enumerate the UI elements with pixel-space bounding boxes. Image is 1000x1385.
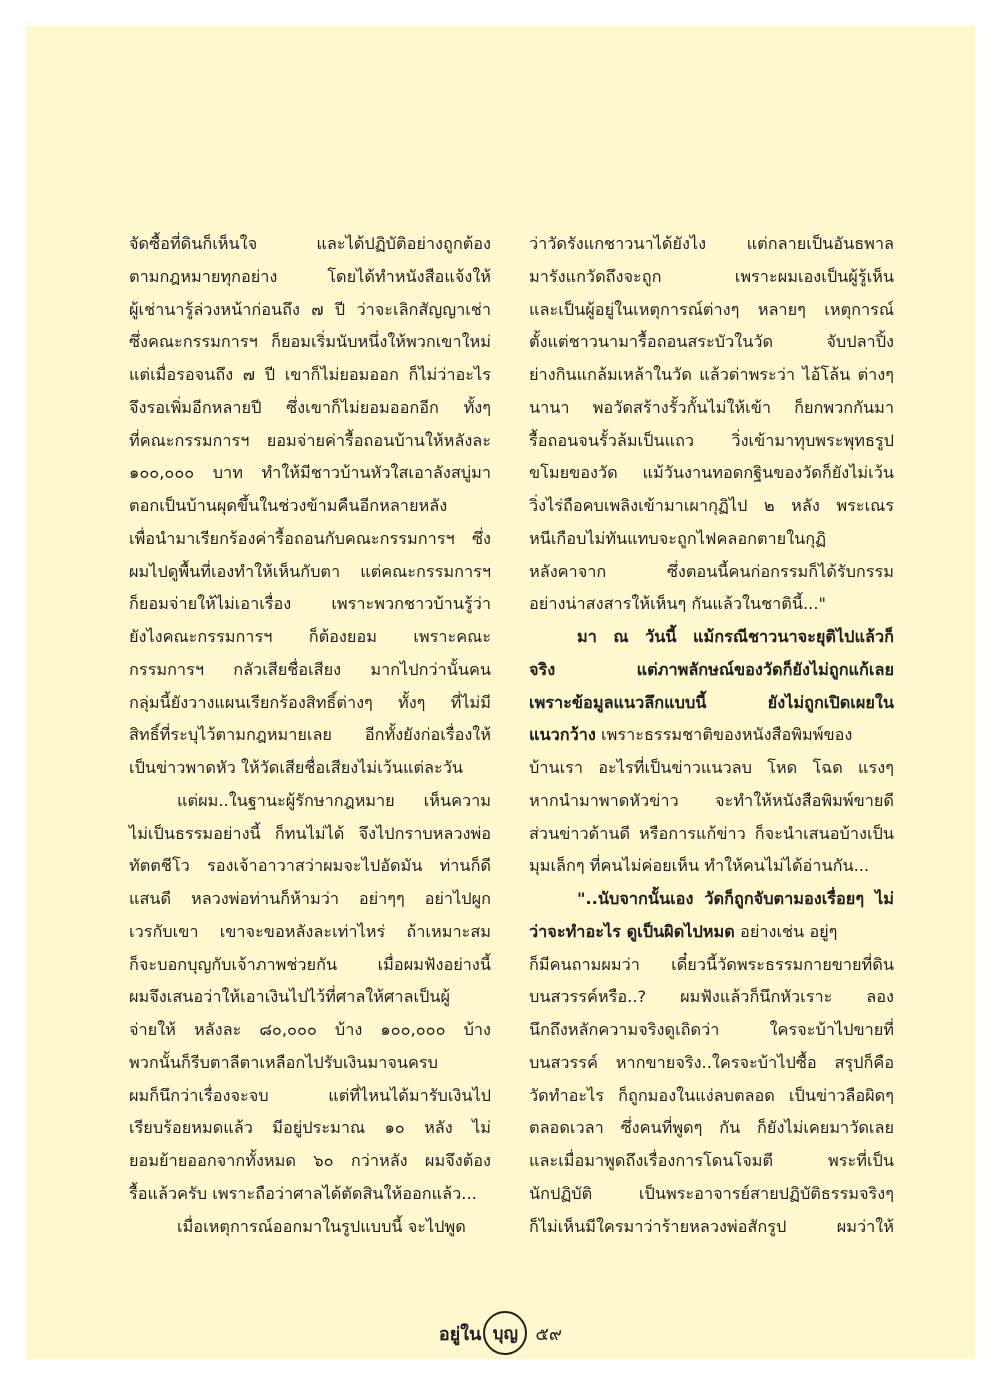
text-line: ตลอดเวลา ซึ่งคนที่พูดๆ กัน ก็ยังไม่เคยมาวัดเลย xyxy=(529,1118,894,1138)
paragraph-start-line: แต่ผม..ในฐานะผู้รักษากฎหมาย เห็นความ xyxy=(177,790,491,810)
mixed-text-line xyxy=(529,916,894,949)
bold-text-line: เพราะข้อมูลแนวลึกแบบนี้ ยังไม่ถูกเปิดเผยใน xyxy=(529,692,894,712)
bold-phrase: แนวกว้าง xyxy=(529,725,596,745)
regular-phrase: เพราะธรรมชาติของหนังสือพิมพ์ของ xyxy=(595,725,853,745)
text-line: วิ่งไร่ถือคบเพลิงเข้ามาเผากุฏิไป ๒ หลัง พระเณร xyxy=(529,496,894,515)
logo-text: อยู่ใน xyxy=(438,1323,482,1345)
bold-paragraph-start-line: มา ณ วันนี้ แม้กรณีชาวนาจะยุติไปแล้วก็ xyxy=(577,627,894,646)
text-line: กรรมการฯ กลัวเสียชื่อเสียง มากไปกว่านั้นคน xyxy=(129,659,491,679)
regular-phrase: อย่างเช่น อยู่ๆ xyxy=(734,921,838,941)
text-line: ๑๐๐,๐๐๐ บาท ทำให้มีชาวบ้านหัวใสเอาลังสบู่มา xyxy=(129,463,491,483)
text-line: ตามกฎหมายทุกอย่าง โดยได้ทำหนังสือแจ้งให้ xyxy=(129,266,491,286)
magazine-logo xyxy=(439,1311,527,1355)
bold-phrase: ว่าจะทำอะไร ดูเป็นผิดไปหมด xyxy=(529,921,735,941)
text-line: ก็จะบอกบุญกับเจ้าภาพช่วยกัน เมื่อผมฟังอย่างนี้ xyxy=(129,954,491,974)
text-line: อย่างน่าสงสารให้เห็นๆ กันแล้วในชาตินี้..." xyxy=(529,594,827,614)
text-line: เพื่อนำมาเรียกร้องค่ารื้อถอนกับคณะกรรมการฯ ซึ่ง xyxy=(129,528,491,548)
page-footer xyxy=(26,1311,975,1355)
text-line: ย่างกินแกล้มเหล้าในวัด แล้วด่าพระว่า ไอ้โล้น ต่างๆ xyxy=(529,365,894,384)
text-line: ผู้เช่านารู้ล่วงหน้าก่อนถึง ๗ ปี ว่าจะเลิกสัญญาเช่า xyxy=(129,299,491,319)
text-line: แสนดี หลวงพ่อท่านก็ห้ามว่า อย่าๆๆ อย่าไปผูก xyxy=(129,889,491,908)
text-line: ที่คณะกรรมการฯ ยอมจ่ายค่ารื้อถอนบ้านให้หลังละ xyxy=(129,430,491,450)
text-line: ก็ยอมจ่ายให้ไม่เอาเรื่อง เพราะพวกชาวบ้านรู้ว่า xyxy=(129,594,491,614)
text-line: หลังคาจาก ซึ่งตอนนี้คนก่อกรรมก็ได้รับกรรม xyxy=(529,561,894,581)
text-line: หากนำมาพาดหัวข่าว จะทำให้หนังสือพิมพ์ขายดี xyxy=(529,790,894,810)
text-line: รื้อแล้วครับ เพราะถือว่าศาลได้ตัดสินให้ออกแล้ว... xyxy=(129,1183,477,1203)
text-line: ซึ่งคณะกรรมการฯ ก็ยอมเริ่มนับหนึ่งให้พวกเขาใหม่ xyxy=(129,332,491,352)
text-line: ผมจึงเสนอว่าให้เอาเงินไปไว้ที่ศาลให้ศาลเป็นผู้ xyxy=(129,987,451,1007)
text-line: และเป็นผู้อยู่ในเหตุการณ์ต่างๆ หลายๆ เหตุการณ์ xyxy=(529,299,894,319)
text-line: จ่ายให้ หลังละ ๘๐,๐๐๐ บ้าง ๑๐๐,๐๐๐ บ้าง xyxy=(129,1020,491,1039)
text-line: แต่เมื่อรอจนถึง ๗ ปี เขาก็ไม่ยอมออก ก็ไม่ว่าอะไร xyxy=(129,365,491,384)
text-line: รื้อถอนจนรั้วล้มเป็นแถว วิ่งเข้ามาทุบพระพุทธรูป xyxy=(529,430,894,450)
text-line: สิทธิ์ที่ระบุไว้ตามกฎหมายเลย อีกทั้งยังก่อเรื่องให้ xyxy=(129,725,491,745)
bold-text-line: จริง แต่ภาพลักษณ์ของวัดก็ยังไม่ถูกแก้เลย xyxy=(529,659,894,679)
logo-circle: บุญ xyxy=(483,1311,527,1355)
text-line: นานา พอวัดสร้างรั้วกั้นไม่ให้เข้า ก็ยกพวกกันมา xyxy=(529,397,894,417)
bold-paragraph-start-line: "..นับจากนั้นเอง วัดก็ถูกจับตามองเรื่อยๆ ไม่ xyxy=(577,889,894,908)
text-line: ว่าวัดรังแกชาวนาได้ยังไง แต่กลายเป็นอันธพาล xyxy=(529,234,894,253)
text-line: วัดทำอะไร ก็ถูกมองในแง่ลบตลอด เป็นข่าวลือผิดๆ xyxy=(529,1085,894,1105)
page-sheet xyxy=(26,26,975,1359)
text-line: ผมก็นึกว่าเรื่องจะจบ แต่ที่ไหนได้มารับเงินไป xyxy=(129,1085,491,1105)
text-line: ทัตตชีโว รองเจ้าอาวาสว่าผมจะไปอัดมัน ท่านก็ดี xyxy=(129,856,491,876)
text-line: ยอมย้ายออกจากทั้งหมด ๖๐ กว่าหลัง ผมจึงต้อง xyxy=(129,1151,491,1170)
text-line: นึกถึงหลักความจริงดูเถิดว่า ใครจะบ้าไปขายที่ xyxy=(529,1020,894,1039)
text-line: มารังแกวัดถึงจะถูก เพราะผมเองเป็นผู้รู้เห็น xyxy=(529,266,894,286)
paragraph-start-line: เมื่อเหตุการณ์ออกมาในรูปแบบนี้ จะไปพูด xyxy=(177,1216,466,1236)
text-line: มุมเล็กๆ ที่คนไม่ค่อยเห็น ทำให้คนไม่ได้อ่านกัน... xyxy=(529,856,870,876)
text-line: เป็นข่าวพาดหัว ให้วัดเสียชื่อเสียงไม่เว้นแต่ละวัน xyxy=(129,758,464,777)
text-line: เรียบร้อยหมดแล้ว มีอยู่ประมาณ ๑๐ หลัง ไม่ xyxy=(129,1118,491,1138)
text-line: ส่วนข่าวด้านดี หรือการแก้ข่าว ก็จะนำเสนอบ้างเป็น xyxy=(529,823,894,843)
text-line: ขโมยของวัด แม้วันงานทอดกฐินของวัดก็ยังไม่เว้น xyxy=(529,463,894,483)
text-line: หนีเกือบไม่ทันแทบจะถูกไฟคลอกตายในกุฏิ xyxy=(529,528,827,548)
text-line: กลุ่มนี้ยังวางแผนเรียกร้องสิทธิ์ต่างๆ ทั้งๆ ที่ไม่มี xyxy=(129,692,491,712)
text-line: จึงรอเพิ่มอีกหลายปี ซึ่งเขาก็ไม่ยอมออกอีก ทั้งๆ xyxy=(129,397,491,417)
text-line: บนสวรรค์ หากขายจริง..ใครจะบ้าไปซื้อ สรุปก็คือ xyxy=(529,1052,894,1072)
text-line: ยังไงคณะกรรมการฯ ก็ต้องยอม เพราะคณะ xyxy=(129,627,491,646)
text-line: ผมไปดูพื้นที่เองทำให้เห็นกับตา แต่คณะกรรมการฯ xyxy=(129,561,491,581)
text-line: ไม่เป็นธรรมอย่างนี้ ก็ทนไม่ได้ จึงไปกราบหลวงพ่อ xyxy=(129,823,491,843)
text-line: บ้านเรา อะไรที่เป็นข่าวแนวลบ โหด โฉด แรงๆ xyxy=(529,758,894,777)
mixed-text-line xyxy=(529,719,894,752)
text-line: ก็ไม่เห็นมีใครมาว่าร้ายหลวงพ่อสักรูป ผมว่าให้ xyxy=(529,1216,894,1236)
text-line: ตอกเป็นบ้านผุดขึ้นในช่วงข้ามคืนอีกหลายหลัง xyxy=(129,496,448,515)
text-line: ตั้งแต่ชาวนามารื้อถอนสระบัวในวัด จับปลาปิ้ง xyxy=(529,332,894,352)
text-line: เวรกับเขา เขาจะขอหลังละเท่าไหร่ ถ้าเหมาะสม xyxy=(129,921,491,941)
text-line: นักปฏิบัติ เป็นพระอาจารย์สายปฏิบัติธรรมจริงๆ xyxy=(529,1183,894,1203)
left-column xyxy=(129,228,491,1243)
text-line: และเมื่อมาพูดถึงเรื่องการโดนโจมตี พระที่เป็น xyxy=(529,1151,894,1170)
right-column xyxy=(529,228,894,1243)
page-number: ๕๙ xyxy=(535,1323,563,1345)
text-line: บนสวรรค์หรือ..? ผมฟังแล้วก็นึกหัวเราะ ลอง xyxy=(529,987,894,1007)
text-line: จัดซื้อที่ดินก็เห็นใจ และได้ปฏิบัติอย่างถูกต้อง xyxy=(129,234,491,253)
text-line: พวกนั้นก็รีบตาลีตาเหลือกไปรับเงินมาจนครบ xyxy=(129,1052,439,1072)
text-line: ก็มีคนถามผมว่า เดี๋ยวนี้วัดพระธรรมกายขายที่ดิน xyxy=(529,954,894,974)
